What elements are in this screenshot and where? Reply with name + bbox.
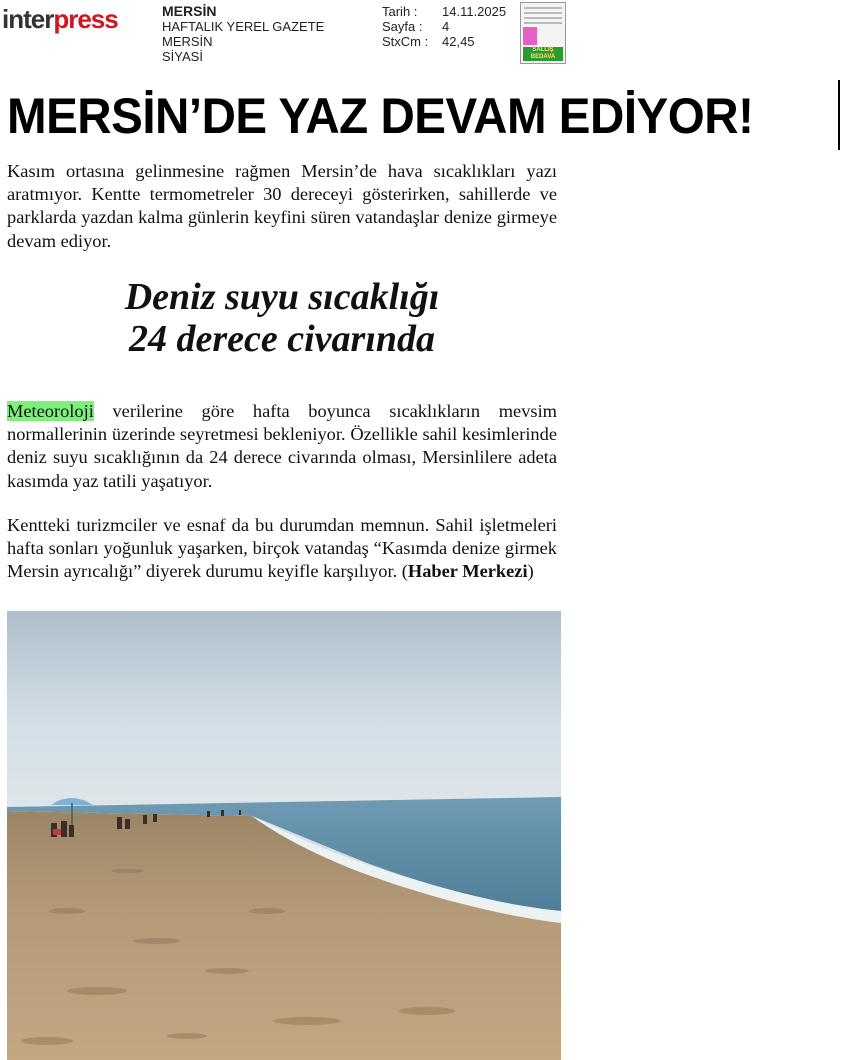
publication-city: MERSİN: [162, 3, 217, 19]
stxcm-label: StxCm :: [382, 34, 429, 49]
beach-bag: [53, 829, 61, 835]
publication-type: HAFTALIK YEREL GAZETE: [162, 19, 325, 34]
column-divider: [838, 80, 840, 150]
article-subheading: [7, 276, 557, 360]
paragraph-3-text: Kentteki turizmciler ve esnaf da bu durumdan memnun. Sahil işletmeleri hafta sonları yoğunluk yaşarken, birçok vatandaş “Kasımda denize girmek Mersin ayrıcalığı” diyerek durumu keyifle karşılıyor. (: [7, 515, 557, 582]
article-paragraph-3: [7, 514, 557, 584]
page-row: [382, 19, 506, 34]
paragraph-3-close: ): [527, 561, 534, 582]
sky: [7, 611, 561, 811]
interpress-logo: [2, 4, 118, 35]
article-headline: MERSİN’DE YAZ DEVAM EDİYOR!: [7, 88, 754, 144]
thumb-line: [524, 17, 562, 19]
page-value: 4: [442, 19, 450, 34]
thumb-line: [524, 7, 562, 9]
stxcm-row: [382, 34, 506, 49]
publication-info: [162, 4, 324, 64]
logo-main-text: inter: [2, 4, 54, 34]
date-row: [382, 4, 506, 19]
date-value: 14.11.2025: [442, 4, 507, 19]
highlighted-keyword: Meteoroloji: [7, 401, 94, 421]
article-paragraph-2: [7, 400, 557, 493]
date-label: Tarih :: [382, 4, 418, 19]
beach-photo-illustration: [7, 611, 561, 1060]
paragraph-2-text: verilerine göre hafta boyunca sıcaklıkların mevsim normallerinin üzerinde seyretmesi bekleniyor. Özellikle sahil kesimlerinde deniz suyu sıcaklığının da 24 derece civarında olması, Mersinlilere adeta kasımda yaz tatili yaşatıyor.: [7, 401, 557, 491]
thumb-line: [524, 22, 562, 24]
beach-photo: [7, 611, 561, 1060]
publication-location: MERSİN: [162, 34, 213, 49]
subheading-line-2: 24 derece civarında: [128, 318, 436, 360]
thumb-ad-block: [523, 27, 537, 45]
clipping-meta: [382, 4, 506, 49]
publication-category: SİYASİ: [162, 49, 203, 64]
page-label: Sayfa :: [382, 19, 423, 34]
thumb-badge: SALLIŞ BEDAVA: [523, 47, 563, 61]
article-source: Haber Merkezi: [407, 561, 528, 582]
stxcm-value: 42,45: [442, 34, 475, 49]
logo-accent-text: press: [53, 4, 118, 34]
thumb-line: [524, 12, 562, 14]
page-thumbnail[interactable]: [520, 2, 566, 64]
article-lead: Kasım ortasına gelinmesine rağmen Mersin’de hava sıcaklıkları yazı aratmıyor. Kentte termometreler 30 dereceyi gösterirken, sahillerde ve parklarda yazdan kalma günlerin keyfini süren vatandaşlar denize girmeye devam ediyor.: [7, 161, 557, 251]
subheading-line-1: Deniz suyu sıcaklığı: [124, 276, 440, 318]
